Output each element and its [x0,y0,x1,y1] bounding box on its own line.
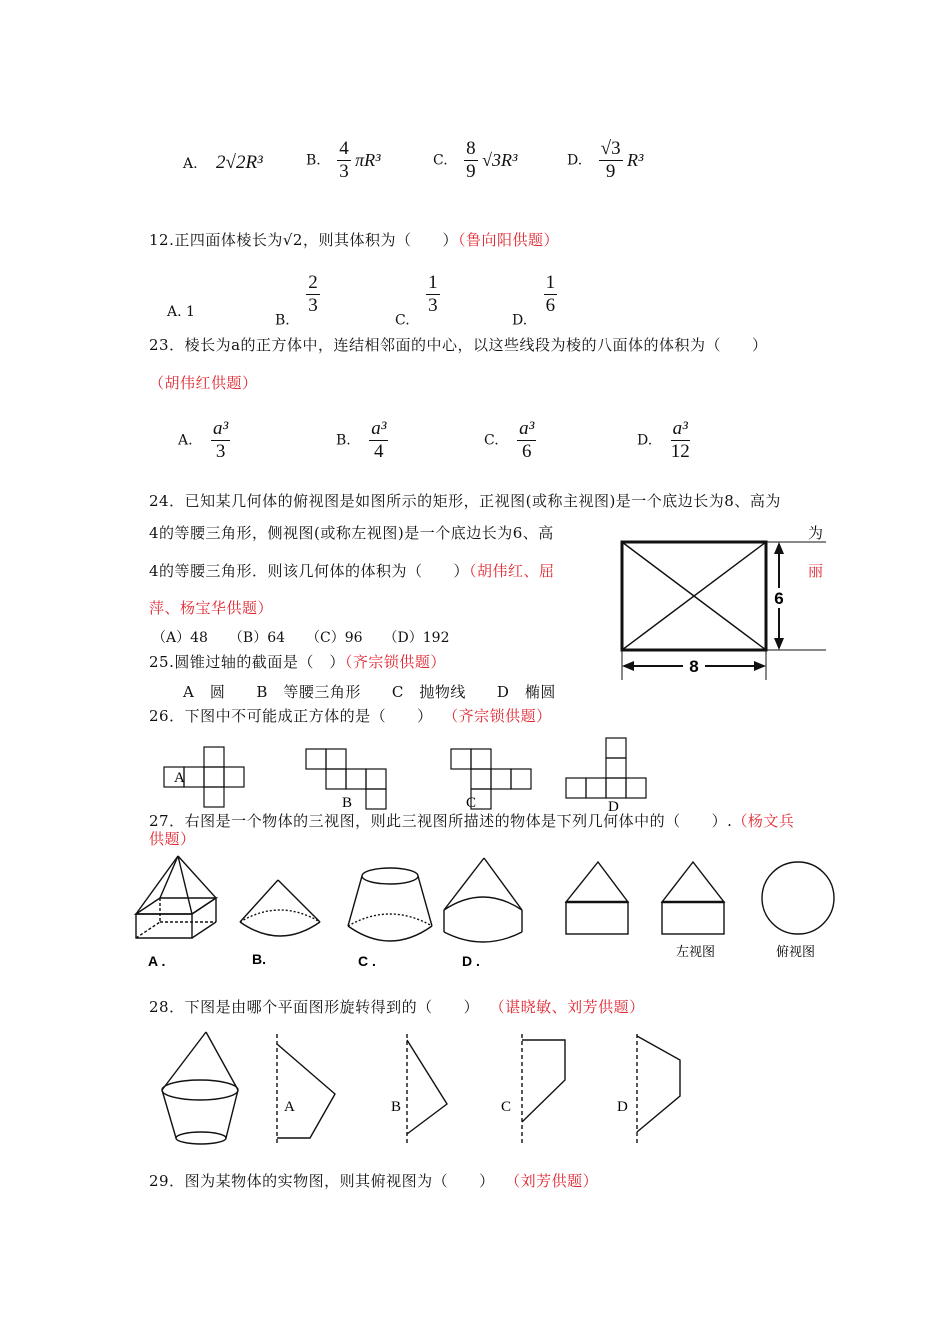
q27-left-view-label: 左视图 [676,945,716,960]
q27-solid-b [240,880,320,936]
q27-top-view-label: 俯视图 [776,945,816,960]
q26-label-d: D [608,799,619,815]
option-b: B. $\frac{4}{3}$ πR³ [306,138,381,182]
question-12-option-a: A. 1 [167,304,195,320]
q24-height-label: 6 [774,589,784,608]
question-12 [149,229,559,250]
q26-label-c: C [466,795,477,811]
q28-shape-d [637,1036,680,1132]
q28-shape-a [277,1044,335,1138]
q28-label-d: D [617,1099,628,1115]
q28-shape-b [407,1040,447,1134]
option-a-value: 2√2R³ [216,152,263,173]
q26-net-d [566,738,646,798]
q24-width-label: 8 [689,657,699,676]
question-24-line-3: 4的等腰三角形．则该几何体的体积为（ ）（胡伟红、屈 [149,562,555,580]
q27-label-d: D . [462,953,480,969]
q28-shape-c [522,1040,565,1122]
question-12-option-d: D. $\frac{1}{6}$ [512,272,556,329]
q26-label-b: B [342,795,353,811]
option-d: D. $\frac{√3}{9}$ R³ [567,138,644,182]
q28-solid [162,1032,238,1144]
q27-label-b: B. [252,951,266,967]
question-24-line-2-tail: 为 [808,524,824,542]
option-c: C. $\frac{8}{9}$ √3R³ [433,138,518,182]
q27-top-view-circle [762,862,834,934]
q26-net-c [451,749,531,809]
q27-label-c: C . [358,953,376,969]
question-12-text: 12.正四面体棱长为√2，则其体积为（ ） [149,231,458,249]
option-a: A. 2√2R³ [183,152,263,173]
question-24-line-2: 4的等腰三角形，侧视图(或称左视图)是一个底边长为6、高 [149,524,554,542]
question-23-text: 23．棱长为a的正方体中，连结相邻面的中心，以这些线段为棱的八面体的体积为（ ） [149,336,768,354]
question-12-option-c: C. $\frac{1}{3}$ [395,272,438,329]
question-27: 27．右图是一个物体的三视图，则此三视图所描述的物体是下列几何体中的（ ）.（杨文兵 [149,812,795,830]
q28-label-a: A [284,1099,295,1115]
question-12-option-b: B. $\frac{2}{3}$ [275,272,318,329]
q27-solid-c [348,868,432,941]
question-27-source-line-2: 供题） [149,830,196,848]
question-25-options: A 圆 B 等腰三角形 C 抛物线 D 椭圆 [183,683,556,701]
question-26: 26．下图中不可能成正方体的是（ ） （齐宗锁供题） [149,707,552,725]
question-28: 28．下图是由哪个平面图形旋转得到的（ ） （谌晓敏、刘芳供题） [149,998,645,1016]
q28-figures [150,1026,710,1151]
question-12-source: （鲁向阳供题） [457,231,559,249]
question-24-line-1: 24．已知某几何体的俯视图是如图所示的矩形，正视图(或称主视图)是一个底边长为8、高为 [149,492,781,510]
question-24-source-tail: 丽 [808,562,824,580]
question-25: 25.圆锥过轴的截面是（ ）（齐宗锁供题） [149,653,446,671]
q28-label-c: C [501,1099,512,1115]
q28-label-b: B [391,1099,402,1115]
q27-left-view [662,862,724,934]
q27-solid-d [444,858,522,942]
question-23-option-d: D. $\frac{\text{a³}}{12}$ [637,418,690,462]
question-24-options: （A）48 （B）64 （C）96 （D）192 [152,630,450,646]
q27-solid-a [136,856,216,938]
question-23-source: （胡伟红供题） [149,374,258,392]
question-24-source-line-2: 萍、杨宝华供题） [149,599,274,617]
q26-cube-nets [160,735,680,815]
q27-solids [130,852,850,977]
question-23-option-a: A. $\frac{\text{a³}}{3}$ [178,418,229,462]
q26-label-a: A [174,770,185,786]
question-23-option-b: B. $\frac{\text{a³}}{4}$ [336,418,387,462]
q27-front-view [566,862,628,934]
question-23-option-c: C. $\frac{\text{a³}}{6}$ [484,418,535,462]
question-24-source: （胡伟红、屈 [469,562,555,580]
q24-top-view-figure [612,532,827,682]
question-29: 29．图为某物体的实物图，则其俯视图为（ ） （刘芳供题） [149,1172,599,1190]
q27-label-a: A . [148,953,166,969]
